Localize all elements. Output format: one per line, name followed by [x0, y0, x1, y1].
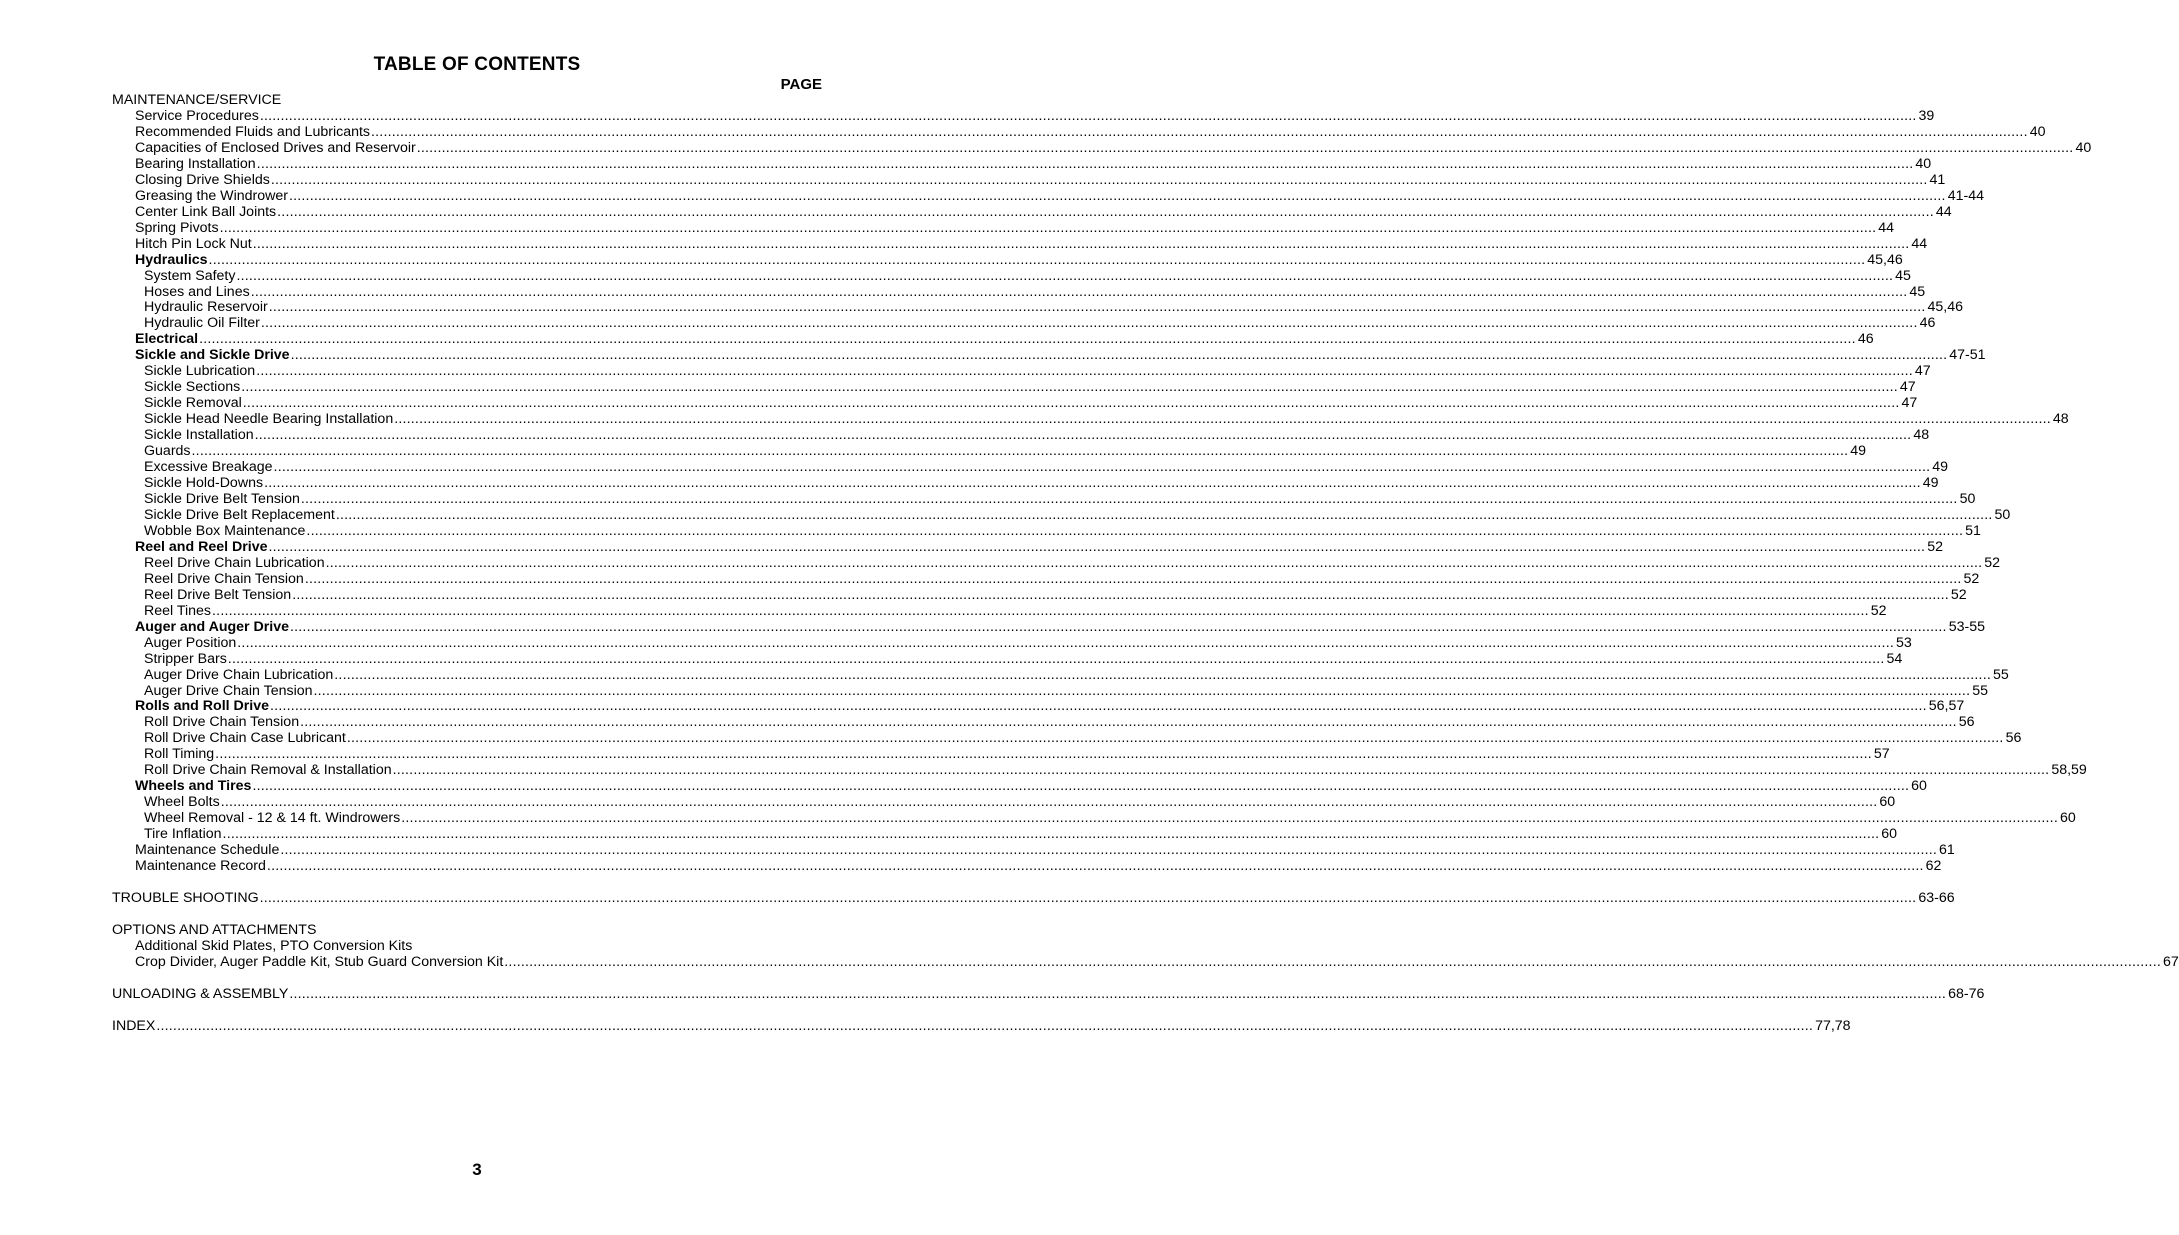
toc-entry-title: Sickle Hold-Downs: [144, 475, 264, 492]
dot-leader: ................................................................................................................................................................................................................................................................................................................................................................................................................: [504, 953, 2161, 970]
toc-page-number: 46: [1919, 315, 1936, 332]
toc-page-number: 55: [1972, 682, 1988, 699]
toc-page-number: 52: [1963, 570, 1980, 587]
toc-page-number: 47-51: [1949, 347, 1986, 364]
toc-row: [0, 922, 954, 938]
toc-entry-title: Greasing the Windrower: [135, 187, 288, 204]
toc-entry[interactable]: [144, 379, 1916, 396]
toc-page-number: 53: [1895, 634, 1912, 651]
toc-row: [0, 714, 1975, 731]
dot-leader: ................................................................................................................................................................................................................................................................................................................................................................................................................: [280, 842, 1938, 859]
toc-entry-title: Auger and Auger Drive: [135, 618, 289, 635]
toc-entry[interactable]: [144, 666, 2009, 683]
toc-page-number: 41: [1929, 171, 1946, 188]
toc-page-number: 48: [2052, 411, 2069, 428]
toc-row: [0, 778, 1927, 795]
toc-row: [0, 554, 2001, 571]
toc-entry[interactable]: [144, 315, 1936, 332]
toc-entry[interactable]: [135, 139, 2092, 156]
toc-page-number: 48: [1913, 427, 1930, 444]
dot-leader: ................................................................................................................................................................................................................................................................................................................................................................................................................: [416, 139, 2074, 156]
dot-leader: ................................................................................................................................................................................................................................................................................................................................................................................................................: [219, 219, 1877, 236]
toc-entry[interactable]: [144, 650, 1903, 667]
dot-leader: ................................................................................................................................................................................................................................................................................................................................................................................................................: [259, 890, 1917, 906]
toc-entry-title: Maintenance Record: [135, 858, 266, 875]
dot-leader: ................................................................................................................................................................................................................................................................................................................................................................................................................: [227, 650, 1885, 667]
toc-entry-title: Capacities of Enclosed Drives and Reservoir: [135, 139, 416, 156]
toc-page-number: 52: [1870, 602, 1887, 619]
dot-leader: ................................................................................................................................................................................................................................................................................................................................................................................................................: [156, 1017, 1814, 1034]
toc-entry-title: Spring Pivots: [135, 219, 219, 236]
toc-row: [0, 347, 1986, 364]
toc-entry-title: Center Link Ball Joints: [135, 203, 277, 220]
toc-row: [0, 1017, 1851, 1034]
toc-row: [0, 618, 1985, 635]
toc-entry-title: Hoses and Lines: [144, 283, 250, 300]
toc-row: [0, 602, 1887, 619]
toc-entry[interactable]: [135, 953, 2179, 970]
dot-leader: ................................................................................................................................................................................................................................................................................................................................................................................................................: [236, 267, 1894, 284]
toc-entry-title: INDEX: [112, 1017, 156, 1034]
dot-leader: ................................................................................................................................................................................................................................................................................................................................................................................................................: [242, 395, 1900, 412]
toc-row: [0, 107, 1935, 124]
toc-row: [0, 363, 1931, 380]
dot-leader: ................................................................................................................................................................................................................................................................................................................................................................................................................: [277, 203, 1934, 220]
toc-entry-title: Auger Drive Chain Tension: [144, 682, 313, 699]
toc-row: [0, 538, 1943, 555]
toc-page-number: 41-44: [1947, 187, 1984, 204]
dot-leader: ................................................................................................................................................................................................................................................................................................................................................................................................................: [215, 746, 1872, 763]
toc-entry[interactable]: [144, 554, 2001, 571]
toc-page-number: 56: [2005, 730, 2022, 747]
toc-entry-title: Sickle and Sickle Drive: [135, 347, 290, 364]
dot-leader: ................................................................................................................................................................................................................................................................................................................................................................................................................: [273, 459, 1931, 476]
dot-leader: ................................................................................................................................................................................................................................................................................................................................................................................................................: [288, 187, 1946, 204]
toc-entry-title: Sickle Drive Belt Replacement: [144, 506, 335, 523]
toc-row: [0, 283, 1926, 300]
toc-page-number: 55: [1992, 666, 2009, 683]
toc-row: [0, 235, 1928, 252]
toc-entry-title: Stripper Bars: [144, 650, 227, 667]
toc-row: [0, 650, 1903, 667]
toc-entry[interactable]: [144, 586, 1967, 603]
toc-entry[interactable]: [144, 570, 1980, 587]
toc-entry-title: Recommended Fluids and Lubricants: [135, 123, 371, 140]
toc-page-number: 53-55: [1948, 618, 1985, 635]
toc-entry-title: Reel Drive Chain Tension: [144, 570, 304, 587]
toc-row: [0, 698, 1965, 715]
toc-page-number: 52: [1927, 538, 1943, 555]
toc-row: [0, 890, 1955, 906]
dot-leader: ................................................................................................................................................................................................................................................................................................................................................................................................................: [241, 379, 1898, 396]
toc-entry-title: Sickle Head Needle Bearing Installation: [144, 411, 394, 428]
toc-entry[interactable]: [135, 219, 1895, 236]
toc-entry-title: Roll Drive Chain Case Lubricant: [144, 730, 346, 747]
dot-leader: ................................................................................................................................................................................................................................................................................................................................................................................................................: [335, 506, 1993, 523]
dot-leader: ................................................................................................................................................................................................................................................................................................................................................................................................................: [256, 363, 1913, 380]
dot-leader: ................................................................................................................................................................................................................................................................................................................................................................................................................: [259, 107, 1917, 124]
toc-entry[interactable]: [135, 155, 1932, 172]
toc-row: [0, 331, 1874, 348]
toc-entry-title: Roll Drive Chain Removal & Installation: [144, 762, 392, 779]
dot-leader: ................................................................................................................................................................................................................................................................................................................................................................................................................: [394, 411, 2051, 428]
toc-page-number: 45: [1909, 283, 1926, 300]
toc-entry[interactable]: [135, 331, 1874, 348]
toc-entry-title: Bearing Installation: [135, 155, 256, 172]
toc-page-number: 45,46: [1867, 251, 1903, 268]
toc-page-number: 44: [1911, 235, 1928, 252]
toc-row: [0, 666, 2009, 683]
toc-row: [0, 443, 1867, 460]
dot-leader: ................................................................................................................................................................................................................................................................................................................................................................................................................: [270, 698, 1927, 715]
toc-entry-title: TROUBLE SHOOTING: [112, 890, 259, 906]
toc-entry-title: Wheel Removal - 12 & 14 ft. Windrowers: [144, 810, 401, 827]
toc-entry-title: Reel and Reel Drive: [135, 538, 268, 555]
toc-entry[interactable]: [144, 395, 1918, 412]
toc-row: [0, 826, 1898, 843]
toc-entry[interactable]: [112, 890, 1955, 906]
toc-page-number: 49: [1922, 475, 1939, 492]
toc-page-number: 40: [2029, 123, 2046, 140]
toc-entry[interactable]: [144, 602, 1887, 619]
toc-entry[interactable]: [135, 107, 1935, 124]
toc-page-number: 39: [1918, 107, 1935, 124]
toc-entry-title: Roll Drive Chain Tension: [144, 714, 300, 731]
toc-row: [0, 187, 1984, 204]
toc-entry-title: Hydraulic Reservoir: [144, 299, 268, 316]
toc-entry-title: Crop Divider, Auger Paddle Kit, Stub Guard Conversion Kit: [135, 953, 504, 970]
dot-leader: ................................................................................................................................................................................................................................................................................................................................................................................................................: [290, 347, 1948, 364]
toc-entry[interactable]: [135, 778, 1927, 795]
toc-page-number: 44: [1935, 203, 1952, 220]
toc-page-number: 60: [2059, 810, 2076, 827]
toc-entry[interactable]: [112, 1017, 1851, 1034]
toc-entry[interactable]: [144, 826, 1898, 843]
dot-leader: ................................................................................................................................................................................................................................................................................................................................................................................................................: [392, 762, 2050, 779]
toc-entry-title: Sickle Drive Belt Tension: [144, 491, 300, 507]
toc-entry[interactable]: [135, 171, 1946, 188]
toc-entry-title: Wheel Bolts: [144, 794, 220, 811]
toc-page-number: 54: [1886, 650, 1903, 667]
toc-row: [0, 427, 1930, 444]
toc-entry[interactable]: [144, 459, 1949, 476]
toc-entry-title: Additional Skid Plates, PTO Conversion Kits: [135, 937, 413, 954]
toc-entry-title: Wobble Box Maintenance: [144, 522, 306, 539]
toc-entry-title: Maintenance Schedule: [135, 842, 280, 859]
toc-page-number: 56,57: [1928, 698, 1965, 715]
toc-entry-title: Excessive Breakage: [144, 459, 273, 476]
toc-row: [0, 379, 1916, 396]
toc-entry-title: Wheels and Tires: [135, 778, 252, 795]
toc-entry-title: Hitch Pin Lock Nut: [135, 235, 252, 252]
toc-entry[interactable]: [144, 506, 2011, 523]
dot-leader: ................................................................................................................................................................................................................................................................................................................................................................................................................: [270, 171, 1928, 188]
dot-leader: ................................................................................................................................................................................................................................................................................................................................................................................................................: [260, 315, 1918, 332]
toc-row: [0, 459, 1949, 476]
toc-row: [0, 395, 1918, 412]
toc-entry-title: Reel Drive Chain Lubrication: [144, 554, 325, 571]
toc-row: [0, 411, 2069, 428]
toc-row: [0, 123, 2046, 140]
toc-entry[interactable]: [135, 187, 1984, 204]
toc-page-number: 68-76: [1948, 985, 1985, 1002]
toc-row: [0, 203, 1952, 220]
toc-entry-title: Guards: [144, 443, 191, 460]
page-title: TABLE OF CONTENTS: [373, 54, 581, 75]
dot-leader: ................................................................................................................................................................................................................................................................................................................................................................................................................: [268, 299, 1926, 316]
toc-row: [0, 475, 1939, 492]
toc-entry[interactable]: [135, 203, 1952, 220]
toc-row: [0, 794, 1896, 811]
toc-entry[interactable]: [112, 985, 1985, 1002]
dot-leader: ................................................................................................................................................................................................................................................................................................................................................................................................................: [300, 491, 1958, 507]
toc-entry-title: Sickle Lubrication: [144, 363, 256, 380]
dot-leader: ................................................................................................................................................................................................................................................................................................................................................................................................................: [220, 794, 1878, 811]
toc-row: [0, 730, 2022, 747]
toc-page-number: 50: [1994, 506, 2011, 523]
toc-entry-title: Closing Drive Shields: [135, 171, 270, 188]
toc-entry-title: Roll Timing: [144, 746, 215, 763]
section-heading: MAINTENANCE/SERVICE: [112, 92, 282, 108]
toc-row: [0, 762, 2087, 779]
toc-entry[interactable]: [144, 443, 1867, 460]
dot-leader: ................................................................................................................................................................................................................................................................................................................................................................................................................: [212, 602, 1869, 619]
toc-row: [0, 634, 1912, 651]
dot-leader: ................................................................................................................................................................................................................................................................................................................................................................................................................: [346, 730, 2004, 747]
dot-leader: ................................................................................................................................................................................................................................................................................................................................................................................................................: [306, 522, 1964, 539]
toc-entry-title: Service Procedures: [135, 107, 259, 124]
toc-entry[interactable]: [144, 267, 1911, 284]
dot-leader: ................................................................................................................................................................................................................................................................................................................................................................................................................: [401, 810, 2058, 827]
toc-row: [0, 139, 2092, 156]
toc-row: [0, 506, 2011, 523]
toc-entry[interactable]: [135, 235, 1928, 252]
toc-entry[interactable]: [144, 427, 1930, 444]
toc-page-number: 47: [1914, 363, 1931, 380]
toc-entry-title: Tire Inflation: [144, 826, 222, 843]
toc-page-number: 67: [2162, 953, 2179, 970]
dot-leader: ................................................................................................................................................................................................................................................................................................................................................................................................................: [268, 538, 1926, 555]
toc-page-number: 46: [1857, 331, 1874, 348]
dot-leader: ................................................................................................................................................................................................................................................................................................................................................................................................................: [256, 155, 1914, 172]
toc-page-number: 49: [1932, 459, 1949, 476]
toc-row: [0, 267, 1911, 284]
toc-entry-title: Reel Drive Belt Tension: [144, 586, 292, 603]
toc-page-number: 47: [1899, 379, 1916, 396]
toc-row: [0, 315, 1936, 332]
toc-entry[interactable]: [144, 762, 2087, 779]
dot-leader: ................................................................................................................................................................................................................................................................................................................................................................................................................: [208, 251, 1866, 268]
toc-page-number: 60: [1881, 826, 1898, 843]
toc-entry[interactable]: [135, 347, 1986, 364]
toc-page-number: 40: [1915, 155, 1932, 172]
toc-entry[interactable]: [135, 538, 1943, 555]
dot-leader: ................................................................................................................................................................................................................................................................................................................................................................................................................: [254, 427, 1912, 444]
dot-leader: ................................................................................................................................................................................................................................................................................................................................................................................................................: [266, 858, 1924, 875]
page-column-label: PAGE: [780, 76, 822, 93]
dot-leader: ................................................................................................................................................................................................................................................................................................................................................................................................................: [250, 283, 1908, 300]
toc-row: [0, 251, 1903, 268]
dot-leader: ................................................................................................................................................................................................................................................................................................................................................................................................................: [290, 618, 1947, 635]
toc-row: [0, 586, 1967, 603]
dot-leader: ................................................................................................................................................................................................................................................................................................................................................................................................................: [199, 331, 1856, 348]
toc-row: [0, 92, 954, 108]
toc-entry[interactable]: [144, 746, 1890, 763]
toc-entry-title: Sickle Removal: [144, 395, 242, 412]
toc-row: [0, 155, 1932, 172]
toc-entry[interactable]: [144, 634, 1912, 651]
toc-entry[interactable]: [135, 123, 2046, 140]
toc-row: [0, 953, 2179, 970]
toc-page-number: 44: [1878, 219, 1895, 236]
toc-entry-title: Sickle Sections: [144, 379, 241, 396]
toc-row: [0, 171, 1946, 188]
toc-page-number: 61: [1939, 842, 1955, 859]
toc-row: [0, 682, 1988, 699]
toc-entry-title: Sickle Installation: [144, 427, 254, 444]
dot-leader: ................................................................................................................................................................................................................................................................................................................................................................................................................: [313, 682, 1971, 699]
toc-entry[interactable]: [144, 363, 1931, 380]
toc-entry-title: Rolls and Roll Drive: [135, 698, 270, 715]
toc-entry-title: UNLOADING & ASSEMBLY: [112, 985, 289, 1002]
dot-leader: ................................................................................................................................................................................................................................................................................................................................................................................................................: [264, 475, 1921, 492]
dot-leader: ................................................................................................................................................................................................................................................................................................................................................................................................................: [252, 778, 1910, 795]
toc-page-number: 60: [1879, 794, 1896, 811]
toc-row: [0, 299, 1963, 316]
toc-row: [0, 842, 1955, 859]
toc-entry-title: Auger Position: [144, 634, 237, 651]
toc-page-number: 56: [1958, 714, 1975, 731]
toc-entry[interactable]: [144, 283, 1926, 300]
toc-entry[interactable]: [144, 491, 1976, 507]
toc-page-number: 49: [1850, 443, 1867, 460]
toc-row: [0, 985, 1985, 1002]
dot-leader: ................................................................................................................................................................................................................................................................................................................................................................................................................: [252, 235, 1910, 252]
footer-page-number: 3: [472, 1160, 482, 1179]
toc-page-number: 62: [1925, 858, 1942, 875]
toc-page-number: 77,78: [1815, 1017, 1851, 1034]
toc-entry[interactable]: [144, 682, 1988, 699]
toc-page-number: 51: [1965, 522, 1981, 539]
toc-entry[interactable]: [135, 251, 1903, 268]
dot-leader: ................................................................................................................................................................................................................................................................................................................................................................................................................: [191, 443, 1849, 460]
toc-entry[interactable]: [144, 714, 1975, 731]
toc-row: [0, 570, 1980, 587]
toc-page-number: 47: [1901, 395, 1918, 412]
toc-row: [0, 938, 954, 954]
toc-page-number: 52: [1950, 586, 1967, 603]
toc-entry[interactable]: [135, 842, 1955, 859]
toc-entry-title: Auger Drive Chain Lubrication: [144, 666, 334, 683]
dot-leader: ................................................................................................................................................................................................................................................................................................................................................................................................................: [334, 666, 1991, 683]
toc-entry[interactable]: [144, 730, 2022, 747]
toc-entry[interactable]: [135, 858, 1942, 875]
toc-entry[interactable]: [144, 794, 1896, 811]
dot-leader: ................................................................................................................................................................................................................................................................................................................................................................................................................: [289, 985, 1947, 1002]
toc-row: [0, 522, 1981, 539]
toc-page-number: 63-66: [1918, 890, 1955, 906]
toc-entry[interactable]: [135, 618, 1985, 635]
toc-entry[interactable]: [144, 475, 1939, 492]
toc-entry-title: Hydraulics: [135, 251, 208, 268]
dot-leader: ................................................................................................................................................................................................................................................................................................................................................................................................................: [371, 123, 2028, 140]
dot-leader: ................................................................................................................................................................................................................................................................................................................................................................................................................: [237, 634, 1894, 651]
dot-leader: ................................................................................................................................................................................................................................................................................................................................................................................................................: [325, 554, 1983, 571]
toc-row: [0, 858, 1942, 875]
toc-page-number: 57: [1873, 746, 1890, 763]
toc-page-number: 45,46: [1927, 299, 1963, 316]
toc-page-number: 50: [1959, 491, 1976, 507]
dot-leader: ................................................................................................................................................................................................................................................................................................................................................................................................................: [304, 570, 1962, 587]
dot-leader: ................................................................................................................................................................................................................................................................................................................................................................................................................: [300, 714, 1957, 731]
toc-entry[interactable]: [144, 299, 1963, 316]
toc-page-number: 52: [1984, 554, 2001, 571]
toc-row: [0, 746, 1890, 763]
toc-entry-title: Electrical: [135, 331, 199, 348]
toc-entry[interactable]: [144, 810, 2076, 827]
toc-entry-title: Hydraulic Oil Filter: [144, 315, 260, 332]
toc-row: [0, 491, 1976, 507]
toc-page-number: 58,59: [2051, 762, 2087, 779]
toc-page-number: 45: [1895, 267, 1911, 284]
toc-entry[interactable]: [135, 698, 1965, 715]
section-heading: OPTIONS AND ATTACHMENTS: [112, 921, 317, 938]
toc-page-number: 60: [1911, 778, 1927, 795]
toc-row: [0, 219, 1895, 236]
toc-row: [0, 810, 2076, 827]
dot-leader: ................................................................................................................................................................................................................................................................................................................................................................................................................: [222, 826, 1880, 843]
toc-entry[interactable]: [144, 522, 1981, 539]
dot-leader: ................................................................................................................................................................................................................................................................................................................................................................................................................: [292, 586, 1949, 603]
toc-entry-title: System Safety: [144, 267, 236, 284]
toc-page-number: 40: [2075, 139, 2092, 156]
toc-entry-title: Reel Tines: [144, 602, 212, 619]
toc-entry[interactable]: [144, 411, 2069, 428]
